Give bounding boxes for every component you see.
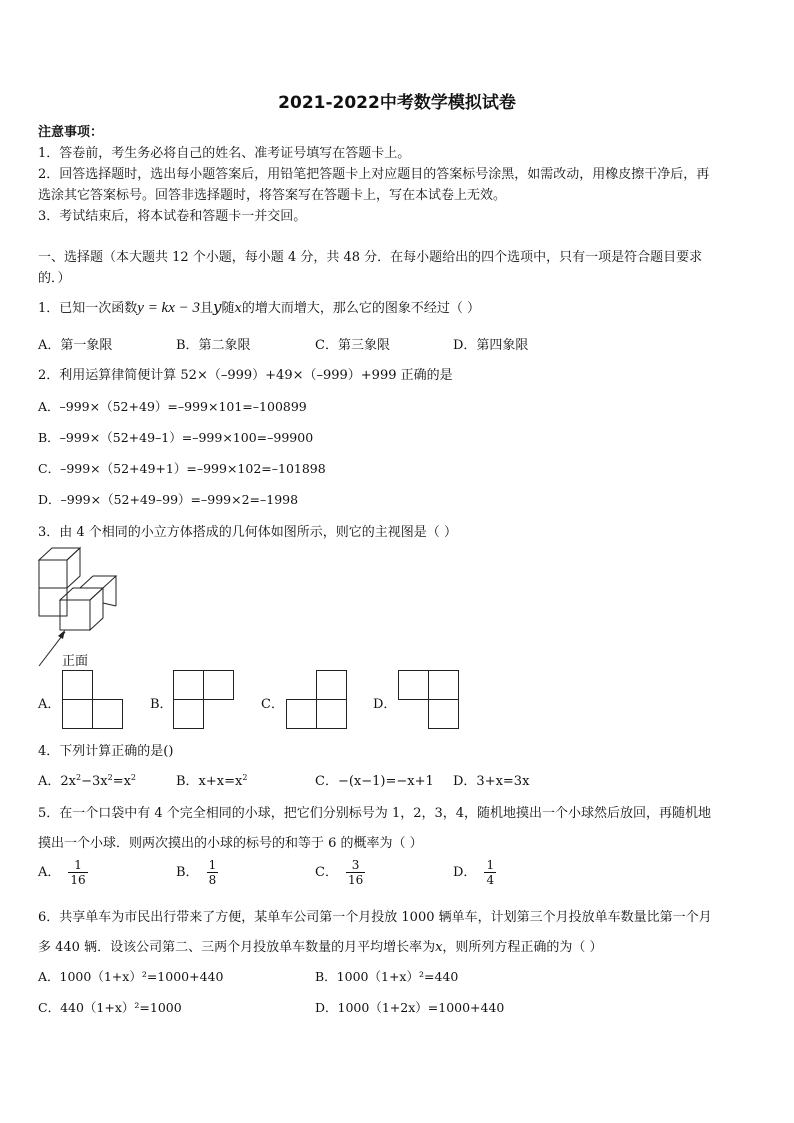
q5-b-fraction — [207, 858, 219, 887]
q6-variable-x: x — [435, 940, 443, 955]
q4-b-exp: 2 — [242, 773, 248, 782]
q3-option-a-figure[interactable] — [62, 670, 123, 730]
q3-front-label: 正面 — [62, 654, 89, 669]
q6-option-b[interactable]: B．1000（1+x）²=440 — [315, 969, 459, 984]
q4-a-exp3: 2 — [130, 773, 137, 782]
q1-suffix: 的增大而增大，那么它的图象不经过（ ） — [241, 301, 480, 316]
q5-d-den: 4 — [486, 873, 495, 887]
q1-option-d[interactable]: D．第四象限 — [453, 338, 529, 353]
page-title: 2021-2022中考数学模拟试卷 — [278, 93, 516, 113]
q3-option-b-figure[interactable] — [173, 670, 234, 730]
q4-a-term3: =x — [112, 774, 131, 789]
q2-option-d[interactable]: D．–999×（52+49–99）=–999×2=–1998 — [38, 492, 299, 507]
q3-option-c-label[interactable]: C． — [261, 697, 284, 712]
q4-option-c[interactable]: C．−(x−1)=−x+1 — [315, 774, 434, 789]
q5-a-label: A． — [38, 865, 61, 880]
q3-option-b-label[interactable]: B． — [150, 697, 173, 712]
q1-mid2: 随 — [221, 301, 235, 316]
q5-c-den: 16 — [347, 873, 364, 887]
q5-d-num: 1 — [486, 858, 495, 872]
section-heading-cont: 的．） — [38, 271, 71, 286]
question-1-stem — [38, 297, 480, 317]
q2-option-b[interactable]: B．–999×（52+49–1）=–999×100=–99900 — [38, 430, 314, 445]
q4-b-text: B．x+x=x — [176, 774, 243, 789]
question-6-stem-cont — [38, 936, 603, 955]
question-5-stem-cont: 摸出一个小球．则两次摸出的小球的标号的和等于 6 的概率为（ ） — [38, 836, 423, 851]
q6-line2-part2: ，则所列方程正确的为（ ） — [442, 940, 603, 955]
q1-formula: y = kx − 3 — [137, 300, 200, 316]
question-5-stem: 5．在一个口袋中有 4 个完全相同的小球，把它们分别标号为 1，2，3，4，随机地摸出一个小球然后放回，再随机地 — [38, 806, 712, 821]
q5-c-fraction — [346, 858, 365, 887]
q5-b-num: 1 — [208, 858, 217, 872]
q5-option-a[interactable] — [38, 858, 88, 887]
q1-option-c[interactable]: C．第三象限 — [315, 338, 390, 353]
question-6-stem: 6．共享单车为市民出行带来了方便，某单车公司第一个月投放 1000 辆单车，计划第三个月投放单车数量比第一个月 — [38, 910, 712, 925]
q2-option-a[interactable]: A．–999×（52+49）=–999×101=–100899 — [38, 399, 307, 414]
q3-option-a-label[interactable]: A． — [38, 697, 61, 712]
q4-a-exp2: 2 — [107, 773, 113, 782]
q5-d-label: D． — [453, 865, 477, 880]
q5-c-num: 3 — [351, 858, 360, 872]
q4-option-d[interactable]: D．3+x=3x — [453, 774, 530, 789]
q5-a-fraction — [68, 858, 87, 887]
q4-option-a[interactable] — [38, 770, 136, 789]
q5-a-den: 16 — [70, 873, 86, 887]
notice-item-2: 2．回答选择题时，选出每小题答案后，用铅笔把答题卡上对应题目的答案标号涂黑，如需改动，用橡皮擦干净后，再 — [38, 167, 710, 182]
question-4-stem: 4．下列计算正确的是() — [38, 744, 174, 759]
q3-solid-figure — [36, 548, 116, 666]
q6-option-d[interactable]: D．1000（1+2x）=1000+440 — [315, 1000, 505, 1015]
q6-option-c[interactable]: C．440（1+x）²=1000 — [38, 1000, 182, 1015]
q2-option-c[interactable]: C．–999×（52+49+1）=–999×102=–101898 — [38, 461, 326, 476]
q1-option-a[interactable]: A．第一象限 — [38, 338, 113, 353]
question-3-stem: 3．由 4 个相同的小立方体搭成的几何体如图所示，则它的主视图是（ ） — [38, 525, 457, 540]
q1-prefix: 1．已知一次函数 — [38, 301, 138, 316]
q3-option-d-figure[interactable] — [398, 670, 459, 730]
q3-option-c-figure[interactable] — [286, 670, 347, 730]
question-2-stem: 2．利用运算律简便计算 52×（–999）+49×（–999）+999 正确的是 — [38, 368, 453, 383]
q1-y: y — [213, 298, 222, 316]
notice-item-1: 1．答卷前，考生务必将自己的姓名、准考证号填写在答题卡上。 — [38, 146, 411, 161]
q4-a-term1: A．2x — [38, 774, 76, 789]
q5-d-fraction — [484, 858, 496, 887]
q5-option-b[interactable] — [176, 858, 218, 887]
notice-heading: 注意事项： — [38, 125, 104, 140]
q3-option-d-label[interactable]: D． — [373, 697, 397, 712]
q4-option-b[interactable] — [176, 770, 247, 789]
notice-item-2-cont: 选涂其它答案标号。回答非选择题时，将答案写在答题卡上，写在本试卷上无效。 — [38, 188, 507, 203]
q5-b-label: B． — [176, 865, 199, 880]
q6-option-a[interactable]: A．1000（1+x）²=1000+440 — [38, 969, 224, 984]
notice-item-3: 3．考试结束后，将本试卷和答题卡一并交回。 — [38, 209, 307, 224]
q5-option-d[interactable] — [453, 858, 496, 887]
q5-option-c[interactable] — [315, 858, 365, 887]
q5-a-num: 1 — [74, 858, 82, 872]
q5-c-label: C． — [315, 865, 338, 880]
q4-a-term2: −3x — [81, 774, 108, 789]
q1-mid1: 且 — [200, 301, 214, 316]
q1-option-b[interactable]: B．第二象限 — [176, 338, 251, 353]
q4-a-exp1: 2 — [76, 773, 82, 782]
q1-x: x — [234, 301, 242, 316]
q6-line2-part1: 多 440 辆．设该公司第二、三两个月投放单车数量的月平均增长率为 — [38, 940, 436, 955]
section-heading: 一、选择题（本大题共 12 个小题，每小题 4 分，共 48 分．在每小题给出的四个选项中，只有一项是符合题目要求 — [38, 250, 703, 265]
q5-b-den: 8 — [208, 873, 217, 887]
